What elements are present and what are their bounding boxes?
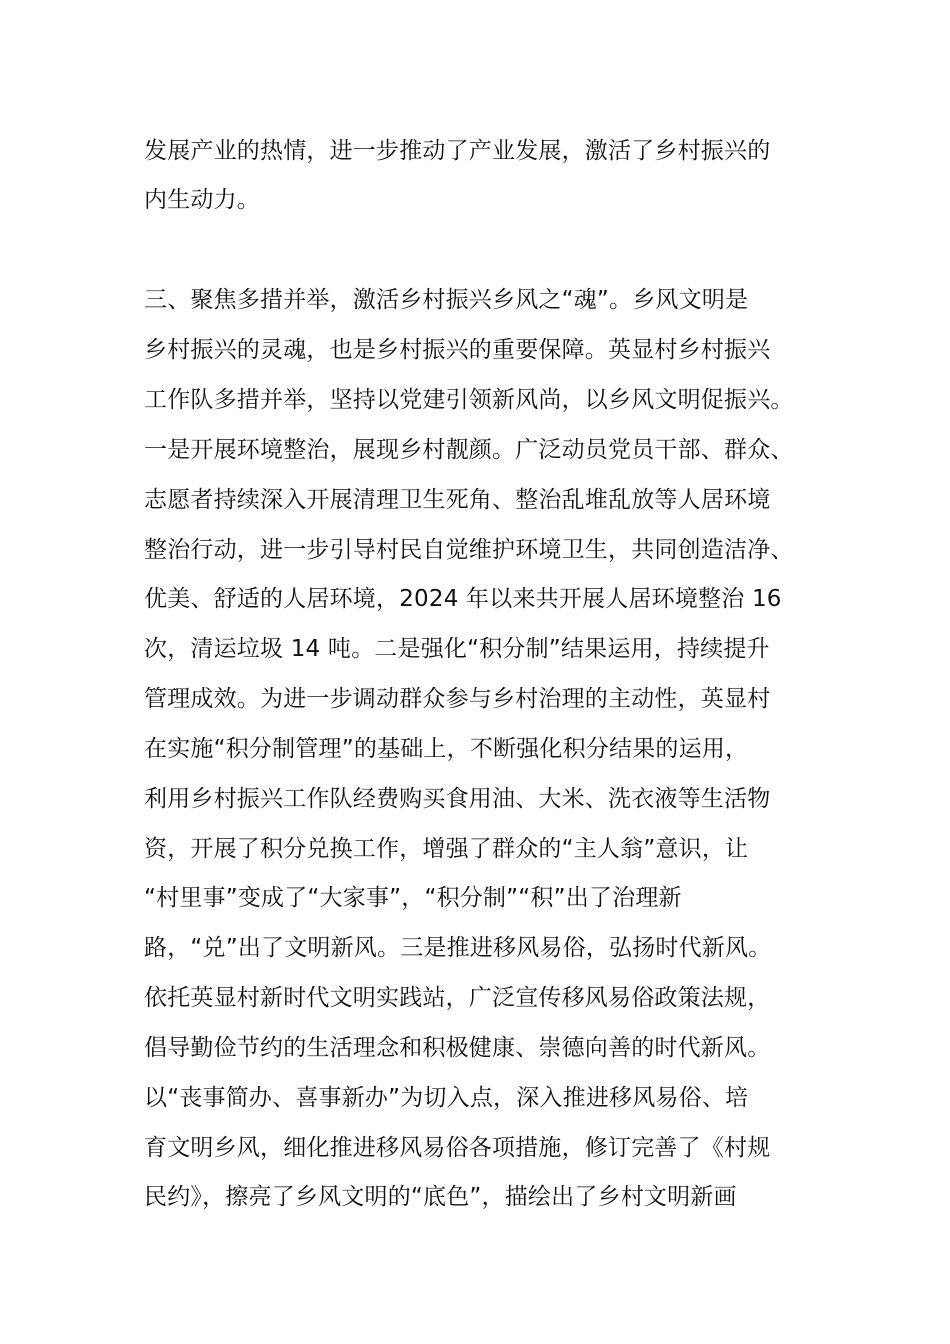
text-line: 整治行动，进一步引导村民自觉维护环境卫生，共同创造洁净、 (144, 537, 794, 563)
text-line: 优美、舒适的人居环境，2024 年以来共开展人居环境整治 16 (144, 586, 782, 612)
text-line: 民约》，擦亮了乡风文明的“底色”，描绘出了乡村文明新画 (144, 1184, 737, 1210)
text-line: 以“丧事简办、喜事新办”为切入点，深入推进移风易俗、培 (144, 1085, 749, 1111)
text-line: 发展产业的热情，进一步推动了产业发展，激活了乡村振兴的 (144, 138, 771, 164)
section-heading-line: 三、聚焦多措并举，激活乡村振兴乡风之“魂”。乡风文明是 (144, 287, 749, 313)
text-line: 路，“兑”出了文明新风。三是推进移风易俗，弘扬时代新风。 (144, 935, 772, 961)
text-line: “村里事”变成了“大家事”，“积分制”“积”出了治理新 (144, 885, 682, 911)
text-line: 乡村振兴的灵魂，也是乡村振兴的重要保障。英显村乡村振兴 (144, 337, 771, 363)
text-line: 依托英显村新时代文明实践站，广泛宣传移风易俗政策法规， (144, 985, 771, 1011)
text-line: 一是开展环境整治，展现乡村靓颜。广泛动员党员干部、群众、 (144, 437, 794, 463)
text-line: 工作队多措并举，坚持以党建引领新风尚，以乡风文明促振兴。 (144, 387, 794, 413)
text-line: 在实施“积分制管理”的基础上，不断强化积分结果的运用， (144, 736, 749, 762)
text-line: 内生动力。 (144, 187, 260, 213)
text-line: 利用乡村振兴工作队经费购买食用油、大米、洗衣液等生活物 (144, 786, 771, 812)
text-line: 次，清运垃圾 14 吨。二是强化“积分制”结果运用，持续提升 (144, 636, 770, 662)
text-line: 资，开展了积分兑换工作，增强了群众的“主人翁”意识，让 (144, 836, 749, 862)
text-line: 管理成效。为进一步调动群众参与乡村治理的主动性，英显村 (144, 686, 771, 712)
text-line: 倡导勤俭节约的生活理念和积极健康、崇德向善的时代新风。 (144, 1035, 771, 1061)
text-line: 育文明乡风，细化推进移风易俗各项措施，修订完善了《村规 (144, 1135, 771, 1161)
text-line: 志愿者持续深入开展清理卫生死角、整治乱堆乱放等人居环境 (144, 487, 771, 513)
